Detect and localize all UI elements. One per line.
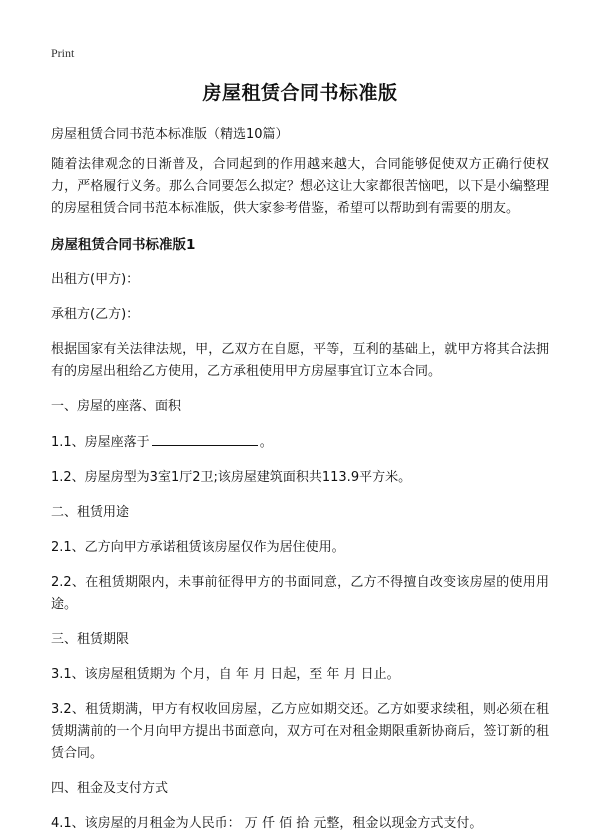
clause-3-1: 3.1、该房屋租赁期为 个月，自 年 月 日起，至 年 月 日止。 (51, 667, 400, 682)
clause-heading-4: 四、租金及支付方式 (51, 781, 169, 796)
preamble-paragraph: 根据国家有关法律法规，甲，乙双方在自愿，平等，互利的基础上，就甲方将其合法拥有的房屋出租给乙方使用，乙方承租使用甲方房屋事宜订立本合同。 (51, 342, 549, 379)
clause-4-1: 4.1、该房屋的月租金为人民币： 万 仟 佰 拾 元整，租金以现金方式支付。 (51, 816, 483, 831)
print-link[interactable]: Print (51, 46, 75, 60)
section-heading: 房屋租赁合同书标准版1 (51, 237, 196, 253)
lessee-line: 承租方(乙方)： (51, 307, 140, 322)
clause-heading-2: 二、租赁用途 (51, 505, 130, 520)
clause-3-2: 3.2、租赁期满，甲方有权收回房屋，乙方应如期交还。乙方如要求续租，则必须在租赁期满前的一个月向甲方提出书面意向，双方可在对租金期限重新协商后，签订新的租赁合同。 (51, 702, 549, 761)
lessor-line: 出租方(甲方)： (51, 272, 140, 287)
clause-2-1: 2.1、乙方向甲方承诺租赁该房屋仅作为居住使用。 (51, 540, 345, 555)
document-subtitle: 房屋租赁合同书范本标准版（精选10篇） (51, 127, 289, 142)
clause-heading-3: 三、租赁期限 (51, 632, 130, 647)
clause-heading-1: 一、房屋的座落、面积 (51, 399, 182, 414)
address-blank (152, 431, 258, 446)
clause-1-2: 1.2、房屋房型为3室1厅2卫;该房屋建筑面积共113.9平方米。 (51, 470, 412, 485)
clause-1-1 (51, 431, 549, 454)
clause-1-1-suffix: 。 (259, 435, 273, 450)
intro-paragraph: 随着法律观念的日渐普及，合同起到的作用越来越大，合同能够促使双方正确行使权力，严格履行义务。那么合同要怎么拟定？想必这让大家都很苦恼吧，以下是小编整理的房屋租赁合同书范本标准版，供大家参考借鉴，希望可以帮助到有需要的朋友。 (51, 157, 549, 216)
clause-2-2: 2.2、在租赁期限内，未事前征得甲方的书面同意，乙方不得擅自改变该房屋的使用用途。 (51, 575, 549, 612)
clause-1-1-prefix: 1.1、房屋座落于 (51, 435, 150, 450)
document-title: 房屋租赁合同书标准版 (202, 82, 398, 104)
